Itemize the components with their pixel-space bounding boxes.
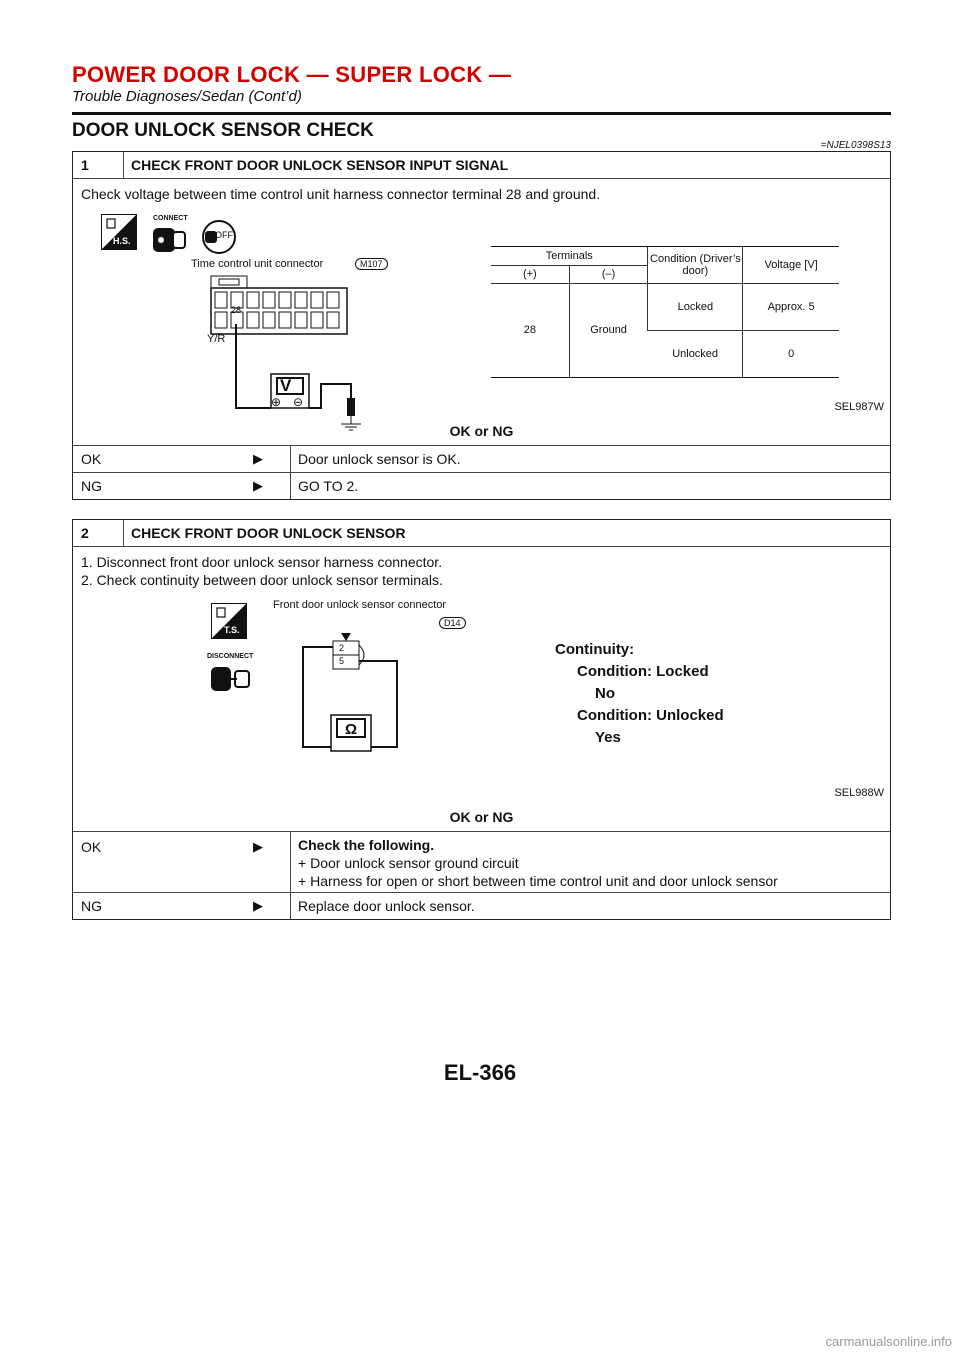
- hs-badge-icon: [101, 214, 137, 250]
- result-action: Replace door unlock sensor.: [298, 898, 475, 914]
- bullet-text: Door unlock sensor ground circuit: [310, 855, 519, 871]
- result-action: Door unlock sensor is OK.: [298, 451, 461, 467]
- step-1-header: [73, 152, 890, 179]
- figure-ref-code: SEL987W: [834, 401, 884, 413]
- bullet-mark: +: [298, 873, 307, 889]
- step-2-box: [72, 519, 891, 920]
- ok-or-ng-label: OK or NG: [449, 423, 514, 439]
- cell-terminal-plus: 28: [523, 324, 536, 337]
- step-2-body: [73, 547, 890, 832]
- th-terminals: Terminals: [491, 247, 648, 265]
- result-action: GO TO 2.: [298, 478, 359, 494]
- result-label: OK: [81, 451, 102, 467]
- value-unlocked: Yes: [595, 729, 621, 746]
- watermark: carmanualsonline.info: [825, 1334, 952, 1349]
- ohmmeter-icon: Ω: [345, 721, 358, 738]
- result-row-ng: [73, 473, 890, 499]
- continuity-spec: [555, 639, 724, 749]
- th-plus: (+): [491, 265, 569, 283]
- action-bullet: [298, 872, 778, 890]
- arrow-right-icon: ▶: [253, 898, 263, 913]
- step-1-box: [72, 151, 891, 500]
- terminal-28-label: 28: [231, 305, 242, 315]
- result-label: NG: [81, 478, 102, 494]
- meter-minus: ⊖: [293, 395, 304, 409]
- arrow-right-icon: ▶: [253, 451, 263, 466]
- voltage-test-diagram: [191, 274, 431, 434]
- step-instruction-1: 1. Disconnect front door unlock sensor harness connector.: [81, 554, 443, 570]
- door-sensor-connector-label: Front door unlock sensor connector: [273, 599, 447, 611]
- meter-plus: ⊕: [271, 395, 282, 409]
- result-row-ok: [73, 832, 890, 893]
- step-instruction-2: 2. Check continuity between door unlock sensor terminals.: [81, 572, 443, 588]
- result-label: OK: [81, 839, 102, 855]
- voltmeter-icon: V: [280, 376, 292, 395]
- pin-5-label: 5: [339, 656, 345, 666]
- action-title: Check the following.: [298, 837, 435, 853]
- page-header-subtitle: Trouble Diagnoses/Sedan (Cont’d): [72, 88, 302, 105]
- section-title: DOOR UNLOCK SENSOR CHECK: [72, 120, 374, 141]
- section-ref-code: =NJEL0398S13: [820, 140, 891, 151]
- step-number: 1: [81, 157, 89, 173]
- divider: [123, 152, 124, 178]
- ts-badge-icon: [211, 603, 247, 639]
- connector-code-badge: D14: [439, 617, 466, 629]
- page-number: EL-366: [443, 1060, 517, 1085]
- connector-code-badge: M107: [355, 258, 388, 270]
- step-title: CHECK FRONT DOOR UNLOCK SENSOR: [131, 525, 406, 541]
- pin-2-label: 2: [339, 643, 345, 653]
- figure-ref-code: SEL988W: [834, 787, 884, 799]
- th-voltage: Voltage [V]: [743, 247, 839, 283]
- ignition-key-icon: [201, 219, 237, 255]
- step-1-body: [73, 179, 890, 446]
- th-minus: (–): [569, 265, 648, 283]
- arrow-right-icon: ▶: [253, 839, 263, 854]
- cell-condition-locked: Locked: [648, 283, 743, 330]
- condition-locked: Condition: Locked: [577, 663, 709, 680]
- ts-badge-label: T.S.: [224, 625, 240, 635]
- ok-or-ng-label: OK or NG: [449, 809, 514, 825]
- divider: [123, 520, 124, 546]
- divider: [290, 473, 291, 499]
- value-locked: No: [595, 685, 615, 702]
- page-header-title: POWER DOOR LOCK — SUPER LOCK —: [72, 62, 512, 87]
- cell-terminal-minus: Ground: [569, 283, 648, 377]
- bullet-text: Harness for open or short between time control unit and door unlock sensor: [310, 873, 778, 889]
- divider: [290, 446, 291, 472]
- cell-condition-unlocked: Unlocked: [672, 347, 719, 360]
- connect-icon: [151, 215, 191, 259]
- result-row-ng: [73, 893, 890, 919]
- time-control-connector-label: Time control unit connector: [191, 258, 324, 270]
- voltage-spec-table: [491, 246, 839, 378]
- cell-voltage-locked: Approx. 5: [743, 283, 839, 330]
- result-row-ok: [73, 446, 890, 473]
- bullet-mark: +: [298, 855, 307, 871]
- action-bullet: [298, 854, 778, 872]
- result-label: NG: [81, 898, 102, 914]
- step-title: CHECK FRONT DOOR UNLOCK SENSOR INPUT SIGNAL: [131, 157, 509, 173]
- divider: [290, 832, 291, 892]
- th-condition: Condition (Driver’s door): [648, 247, 743, 283]
- wire-color-label: Y/R: [207, 333, 226, 345]
- condition-unlocked: Condition: Unlocked: [577, 707, 724, 724]
- cell-voltage-unlocked: 0: [743, 330, 839, 377]
- hs-badge-label: H.S.: [113, 236, 131, 246]
- result-action: [298, 836, 778, 890]
- divider: [290, 893, 291, 919]
- disconnect-icon: [209, 663, 257, 697]
- step-instruction: Check voltage between time control unit harness connector terminal 28 and ground.: [81, 186, 601, 202]
- arrow-right-icon: ▶: [253, 478, 263, 493]
- step-number: 2: [81, 525, 89, 541]
- key-off-label: OFF: [215, 230, 233, 240]
- continuity-heading: Continuity:: [555, 641, 635, 658]
- connect-label: CONNECT: [153, 215, 188, 222]
- disconnect-label: DISCONNECT: [207, 653, 254, 660]
- header-rule: [72, 112, 891, 115]
- step-2-header: [73, 520, 890, 547]
